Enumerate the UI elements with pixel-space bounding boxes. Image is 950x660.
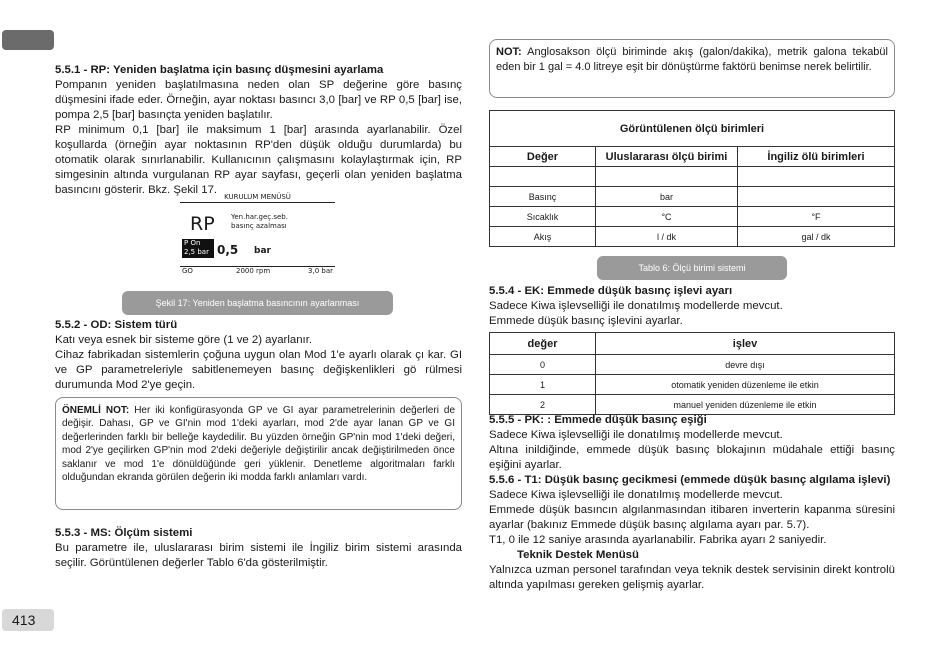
page-number: 413 [2, 609, 54, 631]
section-tab-marker [2, 30, 54, 50]
table-cell [490, 167, 596, 187]
table-row [490, 207, 895, 227]
section-5-5-2-title: 5.5.2 - OD: Sistem türü [55, 319, 178, 331]
table-row [490, 187, 895, 207]
table-cell: bar [596, 187, 738, 207]
ek-header-function: işlev [596, 333, 895, 355]
important-note-paragraph [62, 404, 455, 484]
section-5-5-2-para1: Katı veya esnek bir sisteme göre (1 ve 2) ayarlanır. [55, 334, 313, 346]
section-5-5-5-para2: Altına inildiğinde, emmede düşük basınç blokajının müdahale ettiği basınç eşiğini ayarlar. [489, 444, 895, 471]
left-column [55, 63, 462, 198]
section-5-5-2-para2: Cihaz fabrikadan sistemlerin çoğuna uygun olan Mod 1'e ayarlı olarak çı kar. GI ve GP parametreleriyle sabitlenemeyen basınç değişkenlikleri gö rülmesi durumunda Mod 2'ye geçin. [55, 349, 462, 391]
screen-unit: bar [254, 246, 271, 256]
tech-support-para: Yalnızca uzman personel tarafından veya teknik destek servisinin direkt kontrolü altında yapılması gereken gelişmiş ayarlar. [489, 564, 895, 591]
table-cell: otomatik yeniden düzenleme ile etkin [596, 375, 895, 395]
table-cell: 1 [490, 375, 596, 395]
table-cell: °F [738, 207, 895, 227]
table-cell [596, 167, 738, 187]
screen-desc-line2: basınç azalması [231, 222, 287, 230]
section-5-5-1-para1: Pompanın yeniden başlatılmasına neden olan SP değerine göre basınç düşmesini ifade eder. Örneğin, ayar noktası basıncı 3,0 [bar] ve RP 0,5 [bar] ise, pompa 2,5 [bar] basınçta yeniden başlatılır. [55, 79, 462, 121]
section-5-5-3-para1: Bu parametre ile, uluslararası birim sistemi ile İngiliz birim sistemi arasında seçilir. Görüntülenen değerler Tablo 6'da gösterilmiştir. [55, 542, 462, 569]
screen-bottom-right: 3,0 bar [308, 267, 333, 275]
important-note-text: Her iki konfigürasyonda GP ve GI ayar parametrelerinin değerleri de değişir. Dahası, GP ve GI'nin mod 1'deki ayarları, mod 2'de ayar lanan GP ve GI değerlerinden farklı bir belleğe kaydedilir. Bu yüzden örneğin GP'nin mod 1'deki değeri, mod 2'ye geçilirken GP'nin mod 2'deki değeriyle değiştirilir ancak değiştirilmeden önce saklanır ve mod 1'e dönüldüğünde geri yüklenir. Denetleme algoritmaları farklı olduğundan ekranda görülen değerin iki modda farklı anlamları vardı. [62, 405, 456, 484]
table-cell: manuel yeniden düzenleme ile etkin [596, 395, 895, 415]
right-column-lower [489, 413, 895, 593]
figure-17-caption: Şekil 17: Yeniden başlatma basıncının ayarlanması [122, 291, 393, 315]
table-cell: Basınç [490, 187, 596, 207]
section-5-5-4-para1: Sadece Kiwa işlevselliği ile donatılmış modellerde mevcut. [489, 300, 783, 312]
table-cell: l / dk [596, 227, 738, 247]
table-cell: devre dışı [596, 355, 895, 375]
top-note-text: Anglosakson ölçü biriminde akış (galon/dakika), metrik galona tekabül eden bir 1 gal = 4.0 litreye eşit bir dönüştürme faktörü benimse nerek belirtilir. [496, 46, 888, 73]
left-column-lower [55, 318, 462, 393]
ek-header-value: değer [490, 333, 596, 355]
table-cell: 2 [490, 395, 596, 415]
top-note-box [489, 39, 895, 98]
table-cell: °C [596, 207, 738, 227]
screen-desc-line1: Yen.har.geç.seb. [231, 213, 288, 221]
section-5-5-1-title: 5.5.1 - RP: Yeniden başlatma için basınç düşmesini ayarlama [55, 64, 384, 76]
table-row [490, 395, 895, 415]
table-6-header-imperial: İngiliz ölü birimleri [738, 147, 895, 167]
table-cell: Akış [490, 227, 596, 247]
screen-menu-title: KURULUM MENÜSÜ [180, 193, 335, 203]
section-5-5-3-title: 5.5.3 - MS: Ölçüm sistemi [55, 527, 193, 539]
table-6-title: Görüntülenen ölçü birimleri [490, 111, 895, 147]
section-5-5-5-title: 5.5.5 - PK: : Emmede düşük basınç eşiği [489, 414, 707, 426]
table-6-caption: Tablo 6: Ölçü birimi sistemi [597, 256, 787, 280]
section-5-5-6-para3: T1, 0 ile 12 saniye arasında ayarlanabilir. Fabrika ayarı 2 saniyedir. [489, 534, 827, 546]
tech-support-title: Teknik Destek Menüsü [517, 549, 639, 561]
table-cell: gal / dk [738, 227, 895, 247]
table-cell [738, 167, 895, 187]
screen-description [231, 213, 288, 231]
table-cell: 0 [490, 355, 596, 375]
screen-status-line1: P On [184, 239, 201, 247]
right-column-mid [489, 284, 895, 329]
screen-bottom-left: GO [182, 267, 193, 275]
table-row [490, 227, 895, 247]
left-column-bottom [55, 526, 462, 571]
section-5-5-6-para1: Sadece Kiwa işlevselliği ile donatılmış modellerde mevcut. [489, 489, 783, 501]
screen-value: 0,5 [217, 243, 239, 257]
important-note-box [55, 397, 462, 510]
important-note-label: ÖNEMLİ NOT: [62, 405, 130, 416]
section-5-5-5-para1: Sadece Kiwa işlevselliği ile donatılmış modellerde mevcut. [489, 429, 783, 441]
section-5-5-6-para2: Emmede düşük basıncın algılanmasından itibaren inverterin kapanma süresini ayarlar (bakınız Emmede düşük basınç algılama ayarı par. 5.7). [489, 504, 895, 531]
screen-bottom-mid: 2000 rpm [236, 267, 271, 275]
table-cell: Sıcaklık [490, 207, 596, 227]
section-5-5-4-para2: Emmede düşük basınç işlevini ayarlar. [489, 315, 683, 327]
table-row [490, 355, 895, 375]
table-cell [738, 187, 895, 207]
table-6-header-value: Değer [490, 147, 596, 167]
section-5-5-1-para2: RP minimum 0,1 [bar] ile maksimum 1 [bar] arasında ayarlanabilir. Özel koşullarda (örneğin ayar noktasının RP'den düşük olduğu durumlarda) bu otomatik olarak sınırlanabilir. Kullanıcının çalışmasını kolaylaştırmak için, RP simgesinin altında vurgulanan RP ayar sayfası, geçerli olan yeniden başlatma basıncını gösterir. Bkz. Şekil 17. [55, 124, 462, 196]
section-5-5-4-title: 5.5.4 - EK: Emmede düşük basınç işlevi ayarı [489, 285, 733, 297]
screen-status-box [182, 239, 214, 258]
top-note-paragraph [496, 45, 888, 75]
ek-settings-table [489, 332, 895, 415]
table-row [490, 375, 895, 395]
top-note-label: NOT: [496, 46, 522, 58]
table-row [490, 167, 895, 187]
screen-status-line2: 2,5 bar [184, 248, 209, 256]
figure-17-screen [180, 193, 335, 276]
screen-code: RP [190, 213, 215, 235]
table-6-header-intl: Uluslararası ölçü birimi [596, 147, 738, 167]
table-6-units [489, 110, 895, 247]
section-5-5-6-title: 5.5.6 - T1: Düşük basınç gecikmesi (emmede düşük basınç algılama işlevi) [489, 474, 891, 486]
